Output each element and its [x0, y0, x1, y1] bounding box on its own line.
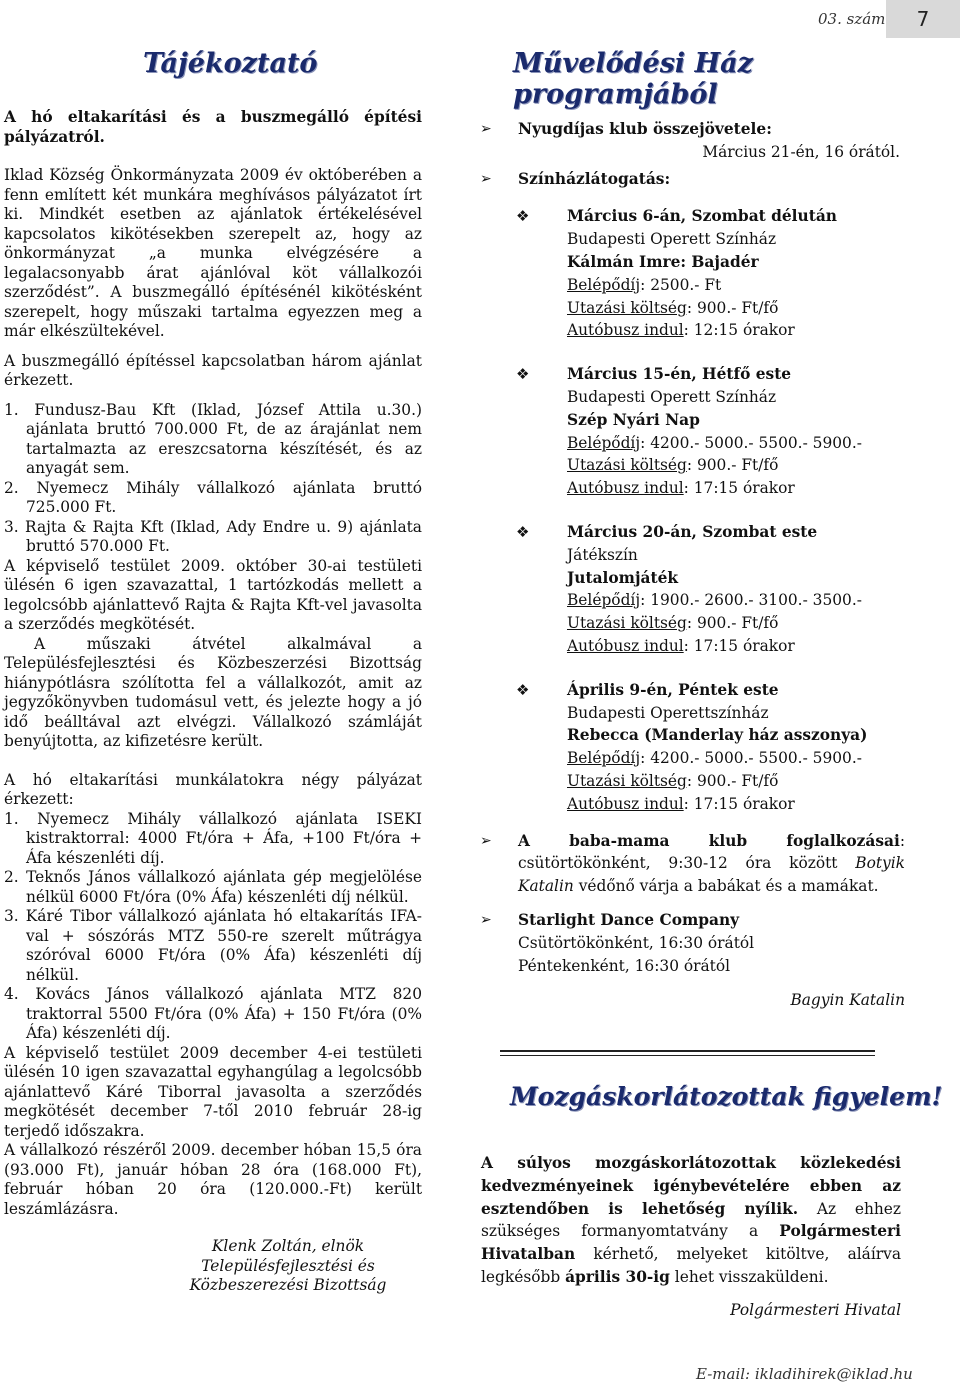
ticket-value: : 4200.- 5000.- 5500.- 5900.- — [640, 433, 862, 452]
article-paragraph: A vállalkozó részéről 2009. december hóban 15,5 óra (93.000 Ft), január hóban 28 óra (168.000 Ft), február hóban 20 óra (120.000.-Ft) került leszámlázásra. — [4, 1141, 422, 1218]
snow-offer-item: 4. Kovács János vállalkozó ajánlata MTZ 820 traktorral 5500 Ft/óra (0% Áfa) + 150 Ft/óra (0% Áfa) készenléti díj. — [4, 985, 422, 1042]
article-paragraph: A képviselő testület 2009. október 30-ai testületi ülésén 6 igen szavazattal, 1 tartózkodás mellett a legolcsóbb ajánlattevő Rajta & Rajta Kft-vel javasolta a szerződés megkötését. — [4, 556, 422, 633]
notice-bold-text: A súlyos mozgáskorlátozottak közlekedési kedvezményeinek igénybevételére ebben az esztendőben is lehetőség nyílik. — [481, 1154, 901, 1218]
show-bus — [567, 793, 905, 816]
club-entry — [480, 118, 905, 141]
show-ticket — [567, 274, 905, 297]
notice-signature: Polgármesteri Hivatal — [730, 1300, 901, 1319]
bus-label: Autóbusz indul — [567, 479, 684, 498]
program-signature: Bagyin Katalin — [790, 991, 905, 1010]
show-title: Rebecca (Manderlay ház asszonya) — [567, 726, 868, 745]
notice-headline: Mozgáskorlátozottak figyelem! — [510, 1082, 943, 1111]
bus-label: Autóbusz indul — [567, 636, 684, 655]
bus-value: : 17:15 órakor — [683, 636, 795, 655]
travel-label: Utazási költség — [567, 614, 687, 633]
page-number: 7 — [886, 0, 960, 38]
notice-office: Polgármesteri Hivatalban — [481, 1222, 901, 1264]
article-paragraph: A buszmegálló építéssel kapcsolatban három ajánlat érkezett. — [4, 351, 422, 389]
show-item — [480, 205, 905, 342]
travel-value: : 900.- Ft/fő — [686, 298, 779, 317]
baby-club-text-end: védőnő várja a babákat és a mamákat. — [573, 877, 879, 896]
show-venue: Játékszín — [567, 545, 638, 564]
bus-offer-item: 1. Fundusz-Bau Kft (Iklad, József Attila u.30.) ajánlata bruttó 700.000 Ft, de az árajánlat nem tartalmazta az ereszcsatorna készítését, és az anyagát sem. — [4, 400, 422, 477]
travel-label: Utazási költség — [567, 298, 687, 317]
show-title: Szép Nyári Nap — [567, 410, 700, 429]
bus-value: : 12:15 órakor — [683, 321, 795, 340]
travel-value: : 900.- Ft/fő — [686, 614, 779, 633]
notice-text: Az ehhez szükséges formanyomtatvány a — [481, 1199, 901, 1241]
show-item — [480, 521, 905, 658]
left-headline: Tájékoztató — [143, 48, 318, 79]
diamond-bullet-icon: ❖ — [516, 522, 530, 541]
show-date: Március 20-án, Szombat este — [567, 522, 818, 541]
article-title: A hó eltakarítási és a buszmegálló építési pályázatról. — [4, 108, 422, 146]
signature-line: Településfejlesztési és — [201, 1256, 375, 1275]
dance-title: Starlight Dance Company — [518, 910, 740, 929]
arrow-bullet-icon: ➢ — [480, 121, 492, 137]
show-date: Március 15-én, Hétfő este — [567, 365, 792, 384]
show-ticket — [567, 432, 905, 455]
dance-entry — [480, 909, 905, 977]
baby-club-text: : csütörtökönként, 9:30-12 óra között — [518, 831, 905, 873]
signature-line: Közbeszerezési Bizottság — [189, 1276, 387, 1294]
show-date: Március 6-án, Szombat délután — [567, 207, 837, 226]
travel-value: : 900.- Ft/fő — [686, 771, 779, 790]
notice-text: lehet visszaküldeni. — [669, 1267, 829, 1286]
show-venue: Budapesti Operettszínház — [567, 703, 769, 722]
ticket-value: : 4200.- 5000.- 5500.- 5900.- — [640, 749, 862, 768]
show-travel — [567, 612, 905, 635]
ticket-label: Belépődíj — [567, 433, 641, 452]
show-travel — [567, 770, 905, 793]
baby-club-host: Botyik Katalin — [518, 854, 905, 896]
show-title: Jutalomjáték — [567, 568, 679, 587]
show-date: Április 9-én, Péntek este — [567, 680, 779, 699]
ticket-label: Belépődíj — [567, 749, 641, 768]
ticket-value: : 1900.- 2600.- 3100.- 3500.- — [640, 591, 862, 610]
arrow-bullet-icon: ➢ — [480, 170, 492, 187]
notice-body — [481, 1152, 901, 1322]
article-paragraph: Iklad Község Önkormányzata 2009 év októberében a fenn említett két munkára meghívásos pályázatot írt ki. Mindkét esetben az ajánlatok értékelésével kapcsolatos kikötésekben szerepelt az, hogy az önkormányzat „a munka elvégzésére a legalacsonyabb árat ajánlóval köt vállalkozói szerződést”. A buszmegálló építésénél kikötésként szerepelt, hogy műszaki tartalma egyezzen meg a már elkészültekével. — [4, 166, 422, 340]
left-column — [4, 108, 422, 1296]
bus-value: : 17:15 órakor — [683, 479, 795, 498]
bus-value: : 17:15 órakor — [683, 794, 795, 813]
show-travel — [567, 297, 905, 320]
club-date: Március 21-én, 16 órától. — [702, 142, 900, 161]
footer-email: E-mail: ikladihirek@iklad.hu — [696, 1365, 913, 1383]
show-item — [480, 363, 905, 500]
arrow-bullet-icon: ➢ — [480, 832, 492, 849]
ticket-label: Belépődíj — [567, 591, 641, 610]
snow-offer-item: 3. Káré Tibor vállalkozó ajánlata hó eltakarítás IFA-val + sószórás MTZ 550-re szerelt műtrágya szóróval 6000 Ft/óra (0% Áfa) készenléti díj nélkül. — [4, 907, 422, 984]
section-divider — [500, 1050, 875, 1052]
snow-offer-item: 2. Teknős János vállalkozó ajánlata gép megjelölése nélkül 6000 Ft/óra (0% Áfa) készenléti díj nélkül. — [4, 868, 422, 906]
theatre-entry — [480, 168, 905, 191]
show-travel — [567, 454, 905, 477]
notice-text: kérhető, melyeket kitöltve, aláírva legkésőbb — [481, 1245, 901, 1286]
article-signature — [154, 1237, 422, 1296]
issue-label: 03. szám — [818, 10, 886, 28]
diamond-bullet-icon: ❖ — [516, 365, 530, 384]
section-divider — [500, 1055, 875, 1056]
diamond-bullet-icon: ❖ — [516, 207, 530, 226]
show-bus — [567, 635, 905, 658]
travel-label: Utazási költség — [567, 456, 687, 475]
show-venue: Budapesti Operett Színház — [567, 387, 777, 406]
show-venue: Budapesti Operett Színház — [567, 230, 777, 249]
snow-offer-item: 1. Nyemecz Mihály vállalkozó ajánlata ISEKI kistraktorral: 4000 Ft/óra + Áfa, +100 Ft/óra + Áfa készenléti díj. — [4, 809, 422, 867]
travel-value: : 900.- Ft/fő — [686, 456, 779, 475]
signature-line: Klenk Zoltán, elnök — [211, 1237, 365, 1255]
diamond-bullet-icon: ❖ — [516, 680, 530, 699]
show-item — [480, 679, 905, 816]
bus-offer-item: 3. Rajta & Rajta Kft (Iklad, Ady Endre u. 9) ajánlata bruttó 570.000 Ft. — [4, 517, 422, 555]
notice-deadline: április 30-ig — [565, 1267, 670, 1286]
bus-label: Autóbusz indul — [567, 794, 684, 813]
arrow-bullet-icon: ➢ — [480, 911, 492, 928]
show-bus — [567, 319, 905, 342]
show-ticket — [567, 589, 905, 612]
dance-time: Csütörtökönként, 16:30 órától — [518, 933, 755, 952]
show-ticket — [567, 747, 905, 770]
right-headline: Művelődési Ház programjából — [513, 48, 753, 110]
travel-label: Utazási költség — [567, 771, 687, 790]
bus-offer-item: 2. Nyemecz Mihály vállalkozó ajánlata bruttó 725.000 Ft. — [4, 478, 422, 516]
baby-club-entry — [480, 830, 905, 898]
bus-label: Autóbusz indul — [567, 321, 684, 340]
ticket-label: Belépődíj — [567, 275, 641, 294]
ticket-value: : 2500.- Ft — [640, 275, 722, 294]
baby-club-title: A baba-mama klub foglalkozásai — [518, 831, 900, 850]
article-paragraph: A hó eltakarítási munkálatokra négy pályázat érkezett: — [4, 770, 422, 808]
dance-time: Péntekenként, 16:30 órától — [518, 956, 731, 975]
theatre-label: Színházlátogatás: — [518, 169, 671, 188]
show-bus — [567, 477, 905, 500]
article-paragraph: A műszaki átvétel alkalmával a Településfejlesztési és Közbeszerzési Bizottság hiánypótlásra szólította fel a vállalkozót, amit az jegyzőkönyvben tudomásul vett, és jelezte hogy a jó idő beálltával azt elvégzi. Vállalkozó számláját benyújtotta, az kifizetésre került. — [4, 634, 422, 750]
right-column — [480, 118, 905, 1012]
show-title: Kálmán Imre: Bajadér — [567, 252, 759, 271]
club-label: Nyugdíjas klub összejövetele: — [518, 120, 772, 138]
article-paragraph: A képviselő testület 2009 december 4-ei testületi ülésén 10 igen szavazattal egyhangúlag a legolcsóbb ajánlattevő Káré Tiborral javasolta a szerződés megkötését december 7-től 2010 február 28-ig terjedő időszakra. — [4, 1043, 422, 1140]
